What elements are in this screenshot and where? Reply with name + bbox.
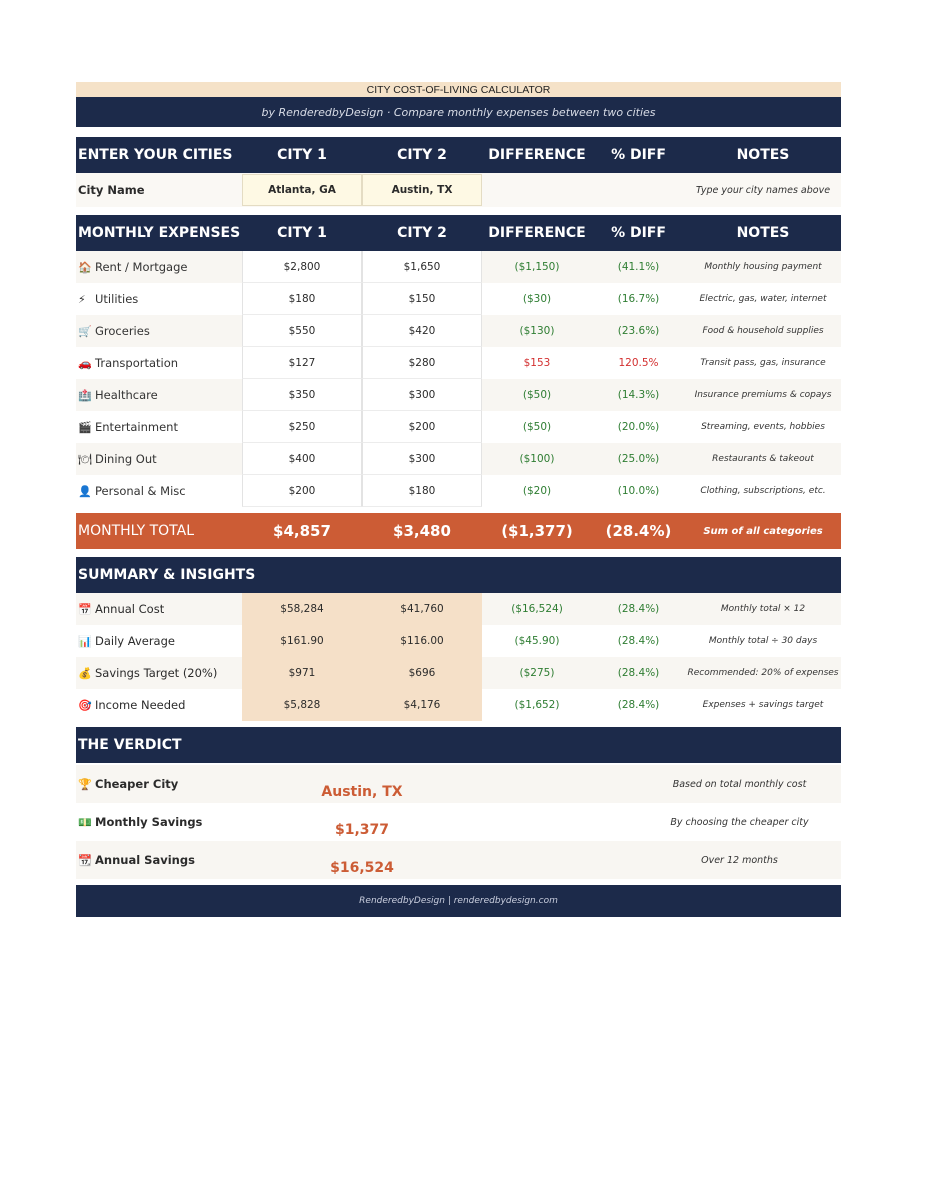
table-row (76, 379, 841, 411)
total-label: MONTHLY TOTAL (78, 523, 195, 539)
section-title-cities: ENTER YOUR CITIES (78, 147, 233, 163)
lightning-icon: ⚡ (78, 292, 86, 306)
city-name-label: City Name (78, 183, 145, 197)
city-pct-empty (592, 173, 685, 207)
expense-city2-input[interactable]: $150 (362, 283, 482, 315)
table-row (76, 315, 841, 347)
verdict-note: Over 12 months (701, 854, 778, 866)
total-city1: $4,857 (273, 522, 331, 540)
expense-city1-input[interactable]: $127 (242, 347, 362, 379)
table-row (76, 593, 841, 625)
total-difference: ($1,377) (501, 522, 573, 540)
expense-city1-input[interactable]: $180 (242, 283, 362, 315)
expense-city1-input[interactable]: $350 (242, 379, 362, 411)
footer-text: RenderedbyDesign | renderedbydesign.com (359, 896, 558, 906)
total-note: Sum of all categories (703, 525, 823, 537)
expense-city1-input[interactable]: $400 (242, 443, 362, 475)
expense-difference: ($20) (522, 485, 552, 497)
summary-label-cell (76, 625, 242, 657)
header-notes: NOTES (736, 147, 790, 163)
expense-label: Personal & Misc (95, 484, 186, 498)
summary-city2: $696 (362, 657, 482, 689)
header-notes: NOTES (736, 225, 790, 241)
expense-label-cell (76, 251, 242, 283)
summary-label: Income Needed (95, 698, 186, 712)
money-bag-icon: 💰 (78, 666, 92, 680)
expense-label: Entertainment (95, 420, 178, 434)
expense-city2-input[interactable]: $1,650 (362, 251, 482, 283)
header-city2: CITY 2 (397, 225, 447, 241)
summary-label: Daily Average (95, 634, 175, 648)
expense-pct-diff: (20.0%) (617, 421, 660, 433)
trophy-icon: 🏆 (78, 777, 92, 791)
verdict-value: Austin, TX (321, 784, 403, 800)
cities-header-row (76, 137, 841, 173)
expense-label: Utilities (95, 292, 139, 306)
city2-input[interactable]: Austin, TX (362, 174, 482, 206)
expense-label: Healthcare (95, 388, 158, 402)
table-row (76, 625, 841, 657)
verdict-header-row (76, 727, 841, 763)
section-title-verdict: THE VERDICT (78, 737, 182, 753)
summary-difference: ($275) (519, 667, 555, 679)
expense-label: Rent / Mortgage (95, 260, 188, 274)
summary-label: Annual Cost (95, 602, 165, 616)
expense-label-cell (76, 475, 242, 507)
expense-note: Transit pass, gas, insurance (700, 358, 826, 368)
section-title-expenses: MONTHLY EXPENSES (78, 225, 241, 241)
verdict-value: $16,524 (330, 860, 394, 876)
expense-difference: ($50) (522, 389, 552, 401)
summary-label: Savings Target (20%) (95, 666, 218, 680)
verdict-label: Annual Savings (95, 853, 195, 867)
header-city1: CITY 1 (277, 225, 327, 241)
summary-city1: $161.90 (242, 625, 362, 657)
table-row (76, 657, 841, 689)
verdict-label: Monthly Savings (95, 815, 203, 829)
expense-pct-diff: 120.5% (618, 357, 659, 369)
summary-pct-diff: (28.4%) (617, 603, 660, 615)
verdict-note: Based on total monthly cost (672, 778, 807, 790)
table-row (76, 689, 841, 721)
bar-chart-icon: 📊 (78, 634, 92, 648)
expense-city1-input[interactable]: $550 (242, 315, 362, 347)
total-pct-diff: (28.4%) (605, 522, 672, 540)
target-icon: 🎯 (78, 698, 92, 712)
expense-difference: ($30) (522, 293, 552, 305)
title-bar (76, 82, 841, 97)
expense-label-cell (76, 347, 242, 379)
expense-city2-input[interactable]: $420 (362, 315, 482, 347)
expense-city1-input[interactable]: $200 (242, 475, 362, 507)
header-pct-diff: % DIFF (611, 147, 666, 163)
summary-note: Recommended: 20% of expenses (687, 668, 839, 678)
city-name-row (76, 173, 841, 207)
expense-label-cell (76, 443, 242, 475)
expense-difference: ($50) (522, 421, 552, 433)
hospital-icon: 🏥 (78, 388, 92, 402)
summary-city2: $116.00 (362, 625, 482, 657)
verdict-label-cell (76, 803, 242, 841)
summary-city2: $41,760 (362, 593, 482, 625)
summary-city2: $4,176 (362, 689, 482, 721)
verdict-rows (76, 765, 841, 879)
city-name-note: Type your city names above (695, 184, 831, 196)
verdict-note: By choosing the cheaper city (670, 816, 809, 828)
expense-difference: ($1,150) (514, 261, 560, 273)
expense-pct-diff: (23.6%) (617, 325, 660, 337)
calendar-icon: 📆 (78, 853, 92, 867)
table-row (76, 251, 841, 283)
expense-difference: ($100) (519, 453, 555, 465)
page-title: CITY COST-OF-LIVING CALCULATOR (366, 83, 551, 96)
header-pct-diff: % DIFF (611, 225, 666, 241)
expense-note: Food & household supplies (702, 326, 824, 336)
expense-label-cell (76, 315, 242, 347)
house-icon: 🏠 (78, 260, 92, 274)
expense-pct-diff: (14.3%) (617, 389, 660, 401)
city1-input[interactable]: Atlanta, GA (242, 174, 362, 206)
expense-pct-diff: (25.0%) (617, 453, 660, 465)
table-row (76, 347, 841, 379)
car-icon: 🚗 (78, 356, 92, 370)
clapper-icon: 🎬 (78, 420, 92, 434)
section-title-summary: SUMMARY & INSIGHTS (78, 567, 256, 583)
summary-city1: $5,828 (242, 689, 362, 721)
expense-city1-input[interactable]: $250 (242, 411, 362, 443)
summary-difference: ($16,524) (511, 603, 563, 615)
summary-header-row (76, 557, 841, 593)
spreadsheet (76, 82, 841, 917)
summary-city1: $971 (242, 657, 362, 689)
footer-bar (76, 885, 841, 917)
expense-note: Electric, gas, water, internet (699, 294, 827, 304)
summary-rows (76, 593, 841, 721)
expense-note: Streaming, events, hobbies (701, 422, 825, 432)
header-difference: DIFFERENCE (488, 225, 586, 241)
verdict-label-cell (76, 841, 242, 879)
expense-note: Insurance premiums & copays (694, 390, 832, 400)
expense-city2-input[interactable]: $180 (362, 475, 482, 507)
person-icon: 👤 (78, 484, 92, 498)
expense-difference: ($130) (519, 325, 555, 337)
verdict-label-cell (76, 765, 242, 803)
expense-label: Groceries (95, 324, 150, 338)
monthly-total-row (76, 513, 841, 549)
expense-city2-input[interactable]: $300 (362, 379, 482, 411)
money-icon: 💵 (78, 815, 92, 829)
list-item (76, 841, 841, 879)
summary-label-cell (76, 689, 242, 721)
expense-pct-diff: (16.7%) (617, 293, 660, 305)
summary-note: Monthly total × 12 (720, 604, 806, 614)
summary-difference: ($1,652) (514, 699, 560, 711)
expense-city2-input[interactable]: $280 (362, 347, 482, 379)
summary-label-cell (76, 593, 242, 625)
verdict-value: $1,377 (334, 822, 390, 838)
table-row (76, 283, 841, 315)
expense-city2-input[interactable]: $200 (362, 411, 482, 443)
page-subtitle: by RenderedbyDesign · Compare monthly expenses between two cities (261, 105, 656, 119)
summary-note: Monthly total ÷ 30 days (708, 636, 818, 646)
expense-label: Transportation (95, 356, 179, 370)
header-city2: CITY 2 (397, 147, 447, 163)
subtitle-bar (76, 97, 841, 127)
table-row (76, 411, 841, 443)
expense-label-cell (76, 379, 242, 411)
header-difference: DIFFERENCE (488, 147, 586, 163)
expense-city1-input[interactable]: $2,800 (242, 251, 362, 283)
expense-label-cell (76, 411, 242, 443)
summary-pct-diff: (28.4%) (617, 699, 660, 711)
summary-pct-diff: (28.4%) (617, 635, 660, 647)
verdict-spacer (482, 765, 638, 803)
summary-city1: $58,284 (242, 593, 362, 625)
summary-label-cell (76, 657, 242, 689)
city-diff-empty (482, 173, 592, 207)
expense-note: Restaurants & takeout (712, 454, 814, 464)
cart-icon: 🛒 (78, 324, 92, 338)
expense-note: Clothing, subscriptions, etc. (700, 486, 826, 496)
expense-label: Dining Out (95, 452, 157, 466)
expense-rows (76, 251, 841, 507)
table-row (76, 475, 841, 507)
header-city1: CITY 1 (277, 147, 327, 163)
table-row (76, 443, 841, 475)
expense-pct-diff: (41.1%) (617, 261, 660, 273)
expense-note: Monthly housing payment (704, 262, 822, 272)
list-item (76, 765, 841, 803)
expense-city2-input[interactable]: $300 (362, 443, 482, 475)
verdict-spacer (482, 841, 638, 879)
plate-icon: 🍽 (78, 452, 92, 466)
verdict-spacer (482, 803, 638, 841)
list-item (76, 803, 841, 841)
expenses-header-row (76, 215, 841, 251)
expense-label-cell (76, 283, 242, 315)
expense-difference: $153 (523, 357, 551, 369)
total-city2: $3,480 (393, 522, 451, 540)
expense-pct-diff: (10.0%) (617, 485, 660, 497)
summary-note: Expenses + savings target (702, 700, 824, 710)
calendar-icon: 📅 (78, 602, 92, 616)
summary-pct-diff: (28.4%) (617, 667, 660, 679)
verdict-label: Cheaper City (95, 777, 179, 791)
summary-difference: ($45.90) (514, 635, 560, 647)
